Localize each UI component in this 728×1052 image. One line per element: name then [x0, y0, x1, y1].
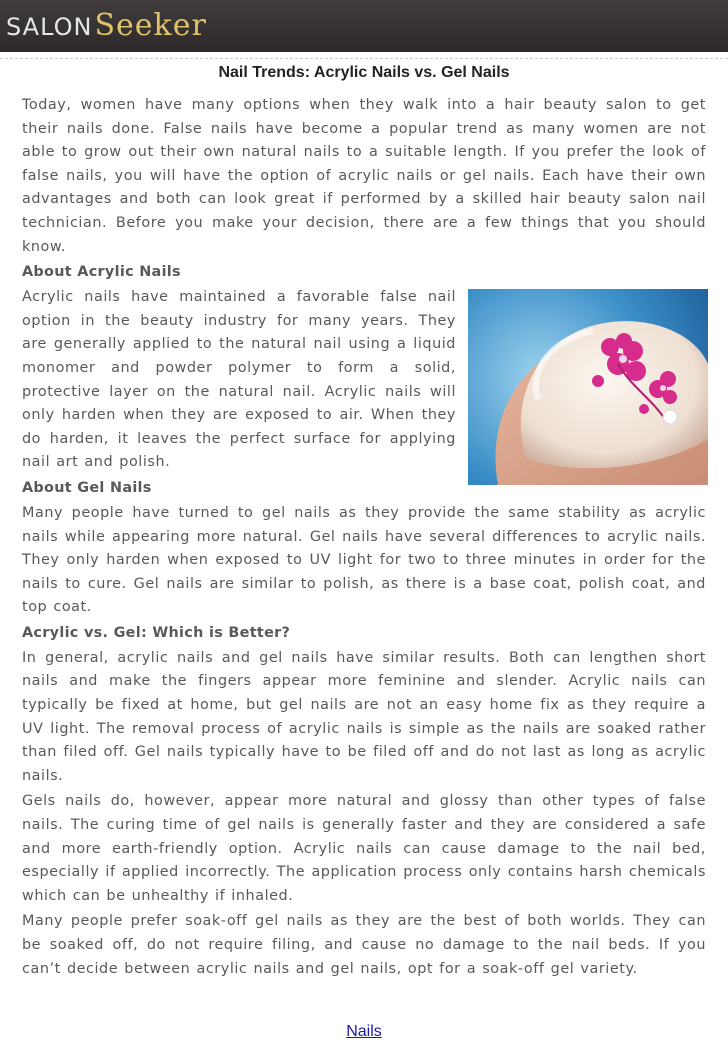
acrylic-paragraph: Acrylic nails have maintained a favorable false nail option in the beauty industry for many years. They are generally applied to the natural nail using a liquid monomer and powder polymer to form a solid, protective layer on the natural nail. Acrylic nails will only harden when they are exposed to air. When they do harden, it leaves the perfect surface for applying nail art and polish.	[22, 289, 456, 471]
comparison-paragraph-2: Gels nails do, however, appear more natural and glossy than other types of false nails. The curing time of gel nails is generally faster and they are considered a safe and more earth-friendly option. Acrylic nails can cause damage to the nail bed, especially if applied incorrectly. The application process only contains harsh chemicals which can be unhealthy if inhaled.	[22, 793, 706, 904]
comparison-paragraph-3: Many people prefer soak-off gel nails as they are the best of both worlds. They can be soaked off, do not require filing, and cause no damage to the nail beds. If you can’t decide between acrylic nails and gel nails, opt for a soak-off gel variety.	[22, 913, 706, 977]
footer	[0, 1023, 728, 1041]
site-header	[0, 0, 728, 52]
salon-seeker-logo[interactable]	[6, 0, 207, 52]
section-heading-comparison: Acrylic vs. Gel: Which is Better?	[22, 624, 291, 641]
section-heading-gel: About Gel Nails	[22, 479, 152, 496]
gel-paragraph: Many people have turned to gel nails as they provide the same stability as acrylic nails while appearing more natural. Gel nails have several differences to acrylic nails. They only harden when exposed to UV light for two to three minutes in order for the nails to cure. Gel nails are similar to polish, as there is a base coat, polish coat, and top coat.	[22, 504, 706, 616]
flower-nail-illustration	[468, 289, 708, 485]
nails-link[interactable]: Nails	[346, 1023, 382, 1040]
section-heading-acrylic: About Acrylic Nails	[22, 264, 181, 281]
logo-seeker-text: Seeker	[94, 8, 207, 43]
logo-salon-text: SALON	[6, 13, 93, 41]
nail-art-image	[468, 289, 708, 485]
article-title: Nail Trends: Acrylic Nails vs. Gel Nails	[218, 64, 510, 81]
article-body	[22, 94, 706, 983]
intro-paragraph: Today, women have many options when they walk into a hair beauty salon to get their nails done. False nails have become a popular trend as many women are not able to grow out their own natural nails to a suitable length. If you prefer the look of false nails, you will have the option of acrylic nails or gel nails. Each have their own advantages and both can look great if performed by a skilled hair beauty salon nail technician. Before you make your decision, there are a few things that you should know.	[22, 97, 706, 255]
header-divider	[0, 58, 728, 59]
comparison-paragraph-1: In general, acrylic nails and gel nails have similar results. Both can lengthen short nails and make the fingers appear more feminine and slender. Acrylic nails can typically be fixed at home, but gel nails are not an easy home fix as they require a UV light. The removal process of acrylic nails is simple as the nails are soaked rather than filed off. Gel nails typically have to be filed off and do not last as long as acrylic nails.	[22, 649, 706, 784]
